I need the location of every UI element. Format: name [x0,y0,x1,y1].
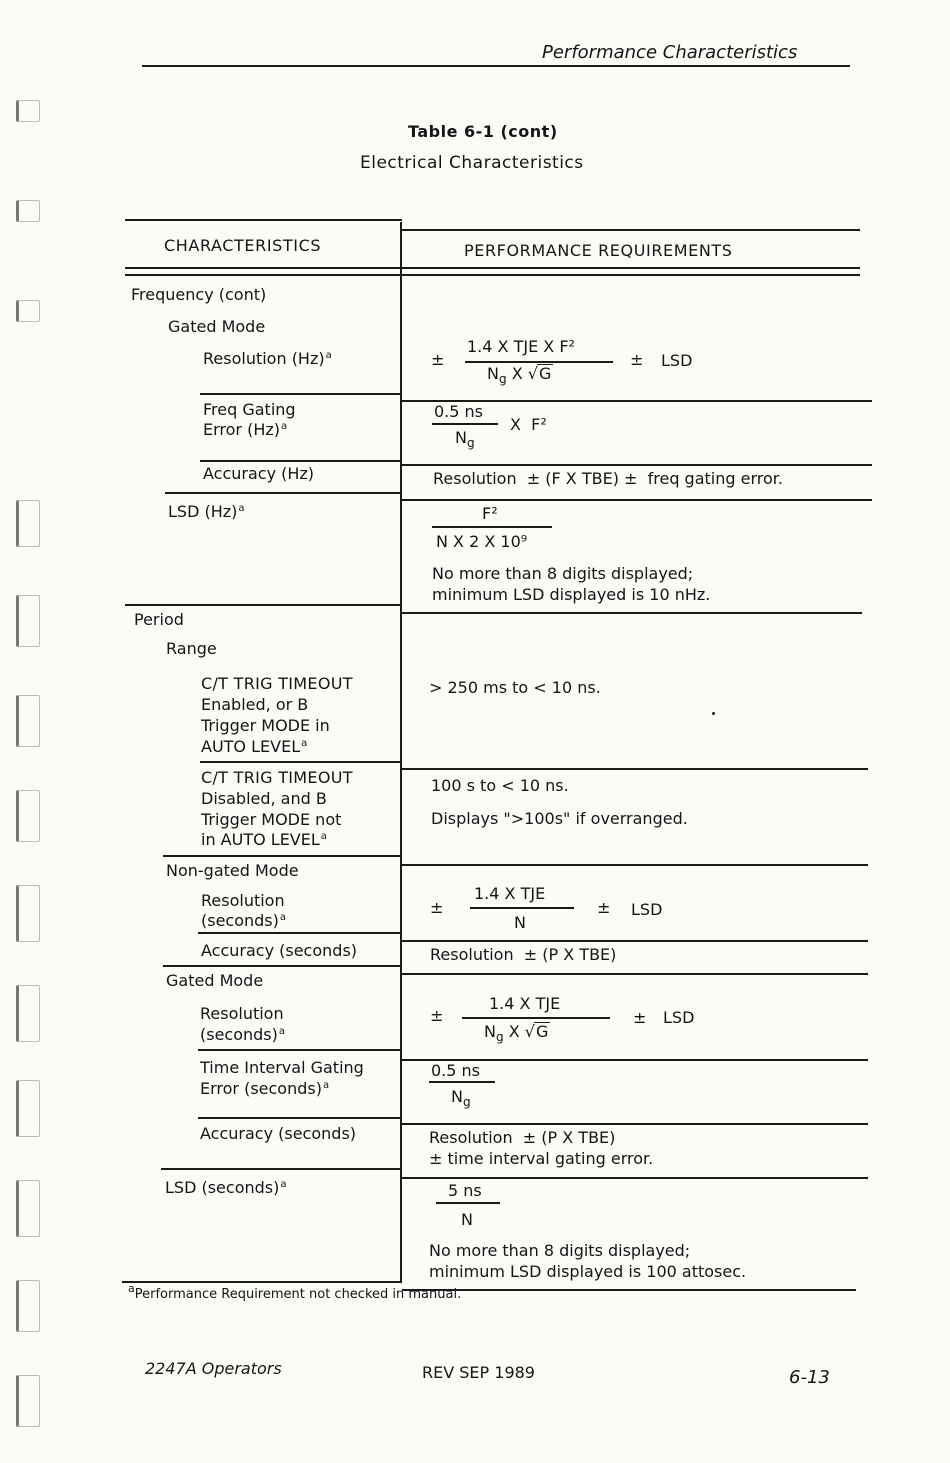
table-title: Table 6-1 (cont) [408,122,558,141]
g-acc-value-1: Resolution ± (P X TBE) [429,1128,616,1147]
footnote-marker: a [322,1080,330,1091]
freq-lsd-fraction-bar [432,526,552,528]
tig-fraction-bar [429,1081,495,1083]
tig-label-2-text: Error (seconds) [200,1079,322,1098]
ct-enabled-label-3: Trigger MODE in [201,716,330,735]
rule-ct-disabled-right [402,864,868,866]
rule-g-res [198,1049,400,1051]
freq-res-den-g: g [498,372,507,386]
table-bottom-rule-right [402,1289,856,1291]
g-res-label-1: Resolution [200,1004,284,1023]
freq-gating-label-2-text: Error (Hz) [203,420,280,439]
rule-ct-enabled [200,761,400,763]
footnote-text: Performance Requirement not checked in manual. [134,1287,462,1302]
freq-gating-label-2 [203,420,287,439]
rule-ng-res [198,932,400,934]
footnote-marker: a [238,503,245,514]
footnote-marker: a [281,421,288,432]
freq-res-fraction-bar [465,361,613,363]
rule-tig-right [402,1123,868,1125]
g-res-den-n: N [484,1022,496,1041]
g-res-label-2 [200,1025,285,1044]
rule-ct-enabled-right [402,768,868,770]
ng-res-label-1: Resolution [201,891,285,910]
period-lsd-numerator: 5 ns [448,1181,482,1200]
freq-res-den-n: N [487,364,499,383]
footnote-marker: a [278,1026,286,1037]
header-double-rule-1 [125,267,860,269]
freq-lsd-denominator: N X 2 X 10⁹ [436,532,528,551]
freq-res-pm: ± [431,350,445,369]
freq-lsd-numerator: F² [482,504,498,523]
ct-disabled-value-2: Displays ">100s" if overranged. [431,809,688,828]
footnote-marker: a [325,350,332,361]
rule-g-acc [161,1168,400,1170]
footnote-marker: a [280,1179,287,1190]
rule-ng-acc [163,965,400,967]
ct-disabled-label-2: Disabled, and B [201,789,327,808]
sqrt-symbol: √ [524,1022,535,1041]
freq-res-lsd: LSD [661,351,693,370]
g-res-den-x: X [508,1022,520,1041]
ct-enabled-value: > 250 ms to < 10 ns. [429,678,601,697]
rule-freq-acc [165,492,400,494]
rule-ng-res-right [402,940,868,942]
ct-disabled-label-4-text: in AUTO LEVEL [201,830,320,849]
footnote-marker: a [301,738,308,749]
ct-disabled-value-1: 100 s to < 10 ns. [431,776,569,795]
freq-accuracy-label: Accuracy (Hz) [203,464,315,483]
freq-gating-den-g: g [466,436,475,450]
freq-gating-numerator: 0.5 ns [434,402,484,421]
g-res-den-g: g [495,1030,504,1044]
freq-res-pm-2: ± [630,350,644,369]
rule-g-acc-right [402,1177,868,1179]
tig-numerator: 0.5 ns [431,1061,481,1080]
header-double-rule-2 [125,274,860,276]
g-res-numerator: 1.4 X TJE [489,994,561,1013]
tig-label-2 [200,1079,329,1098]
freq-res-numerator: 1.4 X TJE X F² [467,337,575,356]
freq-gating-label-1: Freq Gating [203,400,296,419]
stray-dot [712,712,715,715]
freq-resolution-label-text: Resolution (Hz) [203,349,325,368]
ct-enabled-label-1: C/T TRIG TIMEOUT [201,674,353,693]
ct-enabled-label-2: Enabled, or B [201,695,309,714]
footer-page-number: 6-13 [789,1367,830,1388]
period-heading: Period [134,610,184,629]
column-header-characteristics: CHARACTERISTICS [164,236,322,255]
freq-res-denominator [487,364,553,386]
g-acc-value-2: ± time interval gating error. [429,1149,654,1168]
rule-freq-acc-right [402,499,872,501]
period-range-heading: Range [166,639,217,658]
period-lsd-note-1: No more than 8 digits displayed; [429,1241,691,1260]
freq-accuracy-value: Resolution ± (F X TBE) ± freq gating error. [433,469,783,488]
rule-freq-res [200,393,400,395]
freq-res-den-x: X [511,364,523,383]
freq-resolution-label [203,349,332,368]
ng-res-fraction-bar [470,907,574,909]
freq-gating-fraction-bar [432,423,498,425]
footnote-marker: a [320,831,327,842]
period-lsd-note-2: minimum LSD displayed is 100 attosec. [429,1262,747,1281]
ct-disabled-label-4 [201,830,327,849]
ng-res-pm: ± [430,898,444,917]
footer-manual: 2247A Operators [145,1359,282,1378]
tig-denominator [451,1087,471,1109]
period-lsd-label-text: LSD (seconds) [165,1178,280,1197]
g-res-pm: ± [430,1006,444,1025]
ct-enabled-label-4 [201,737,307,756]
freq-gating-denominator [455,428,475,450]
ng-res-label-2-text: (seconds) [201,911,279,930]
ng-res-pm-2: ± [597,898,611,917]
ng-acc-value: Resolution ± (P X TBE) [430,945,617,964]
g-res-den-sqrt: G [535,1022,549,1041]
freq-lsd-note-1: No more than 8 digits displayed; [432,564,694,583]
ct-disabled-label-1: C/T TRIG TIMEOUT [201,768,353,787]
rule-ng-acc-right [402,973,868,975]
table-subtitle: Electrical Characteristics [360,153,584,173]
period-gated-heading: Gated Mode [166,971,264,990]
freq-gating-multiplier: X F² [510,415,547,434]
freq-lsd-label-text: LSD (Hz) [168,502,238,521]
rule-freq-gating [200,460,400,462]
g-res-label-2-text: (seconds) [200,1025,278,1044]
header-rule [142,65,850,67]
footnote-marker: a [279,912,287,923]
rule-freq-end [125,604,402,606]
g-res-fraction-bar [462,1017,610,1019]
freq-heading: Frequency (cont) [131,285,267,304]
table-top-rule [125,219,402,221]
rule-freq-gating-right [402,464,872,466]
section-header: Performance Characteristics [542,42,798,63]
tig-den-g: g [462,1095,471,1109]
freq-gating-den-n: N [455,428,467,447]
rule-freq-end-right [402,612,862,614]
footnote-marker: a [128,1282,135,1295]
period-lsd-fraction-bar [436,1202,500,1204]
ng-res-numerator: 1.4 X TJE [474,884,546,903]
period-lsd-denominator: N [461,1210,473,1229]
ng-acc-label: Accuracy (seconds) [201,941,358,960]
footnote [128,1282,461,1302]
tig-den-n: N [451,1087,463,1106]
ct-enabled-label-4-text: AUTO LEVEL [201,737,301,756]
g-res-pm-2: ± [633,1008,647,1027]
period-lsd-label [165,1178,287,1197]
ng-res-label-2 [201,911,286,930]
freq-lsd-note-2: minimum LSD displayed is 10 nHz. [432,585,711,604]
sqrt-symbol: √ [527,364,538,383]
g-res-denominator [484,1022,550,1044]
rule-ct-disabled [163,855,400,857]
table-top-rule-right [402,229,860,231]
freq-gated-heading: Gated Mode [168,317,266,336]
tig-label-1: Time Interval Gating [200,1058,364,1077]
freq-lsd-label [168,502,245,521]
rule-tig [198,1117,400,1119]
g-res-lsd: LSD [663,1008,695,1027]
ng-res-lsd: LSD [631,900,663,919]
footer-revision: REV SEP 1989 [422,1363,535,1382]
g-acc-label: Accuracy (seconds) [200,1124,357,1143]
ng-res-denominator: N [514,913,526,932]
column-header-requirements: PERFORMANCE REQUIREMENTS [464,241,733,260]
nongated-heading: Non-gated Mode [166,861,299,880]
freq-res-den-sqrt: G [538,364,552,383]
ct-disabled-label-3: Trigger MODE not [201,810,342,829]
